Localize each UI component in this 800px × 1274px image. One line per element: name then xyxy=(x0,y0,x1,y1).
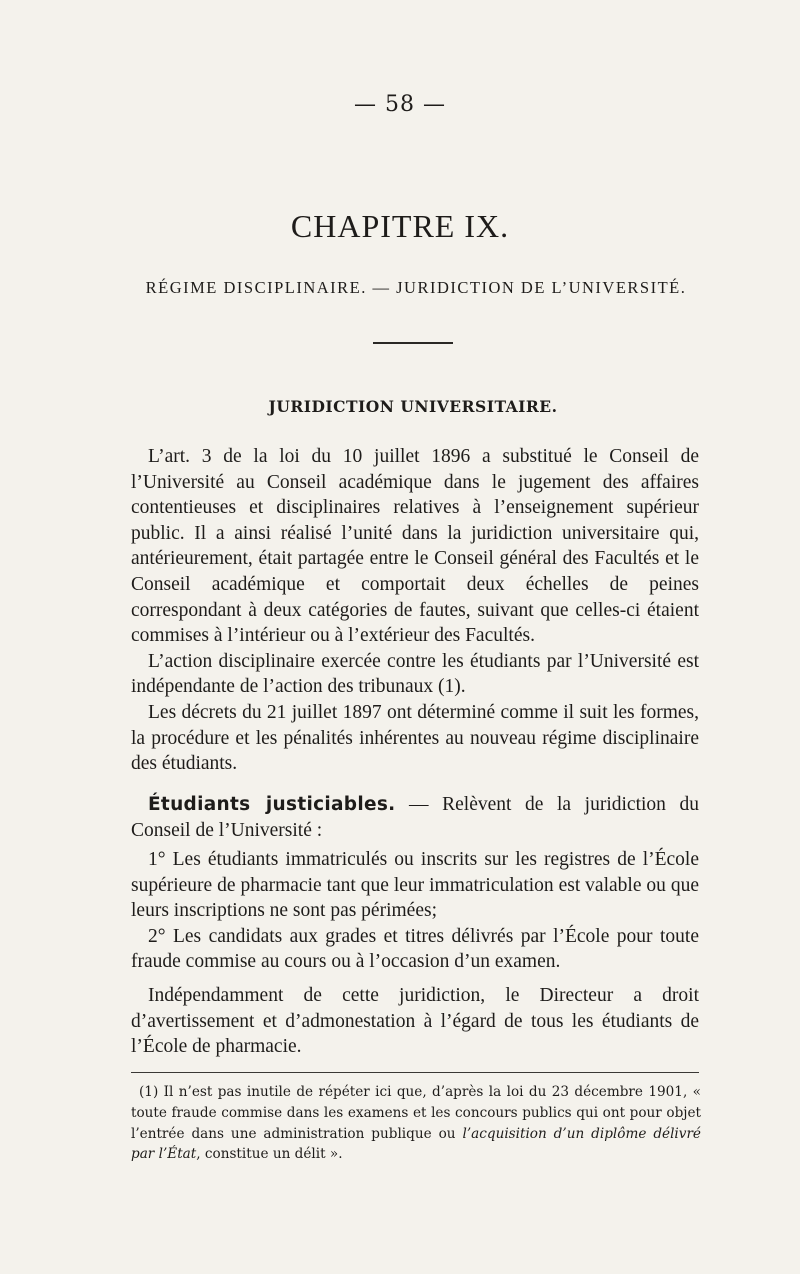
footnote-italic: l’acquisition d’un diplôme délivré par l’État xyxy=(131,1125,701,1163)
subsection-paragraph xyxy=(131,792,699,843)
footnote-paragraph xyxy=(131,1082,701,1165)
paragraph: L’art. 3 de la loi du 10 juillet 1896 a substitué le Conseil de l’Université au Conseil académique dans le jugement des affaires contentieuses et disciplinaires relatives à l’enseignement supérieur public. Il a ainsi réalisé l’unité dans la juridiction universitaire qui, antérieurement, était partagée entre le Conseil général des Facultés et le Conseil académique et comportait deux échelles de peines correspondant à deux catégories de fautes, suivant que celles-ci étaient commises à l’intérieur ou à l’extérieur des Facultés. xyxy=(131,446,699,647)
final-paragraph: Indépendamment de cette juridiction, le Directeur a droit d’avertissement et d’admonestation à l’égard de tous les étudiants de l’École de pharmacie. xyxy=(131,985,699,1058)
chapter-title: CHAPITRE IX. xyxy=(290,208,510,244)
intro-text xyxy=(131,444,699,777)
numbered-list xyxy=(131,847,699,975)
title-rule xyxy=(373,342,453,344)
section-title: JURIDICTION UNIVERSITAIRE. xyxy=(268,397,558,416)
subsection-text: — Relèvent de la juridiction du Conseil de l’Université : xyxy=(131,794,699,841)
footnote xyxy=(131,1082,701,1165)
footnote-text: (1) Il n’est pas inutile de répéter ici que, d’après la loi du 23 décembre 1901, « toute fraude commise dans les examens et les concours publics qui ont pour objet l’entrée dans une administration publique ou xyxy=(131,1084,701,1142)
footnote-rule xyxy=(131,1072,699,1073)
final-text xyxy=(131,983,699,1060)
list-item: 2° Les candidats aux grades et titres délivrés par l’École pour toute fraude commise au cours ou à l’occasion d’un examen. xyxy=(131,925,699,973)
subsection-heading: Étudiants justiciables. xyxy=(148,794,396,815)
list-item: 1° Les étudiants immatriculés ou inscrits sur les registres de l’École supérieure de pharmacie tant que leur immatriculation est valable ou que leurs inscriptions ne sont pas périmées; xyxy=(131,849,699,922)
page-number: — 58 — xyxy=(354,92,446,117)
paragraph: L’action disciplinaire exercée contre les étudiants par l’Université est indépendante de l’action des tribunaux (1). xyxy=(131,650,699,698)
chapter-subtitle: RÉGIME DISCIPLINAIRE. — JURIDICTION DE L’UNIVERSITÉ. xyxy=(145,278,687,297)
footnote-text-end: , constitue un délit ». xyxy=(196,1146,343,1163)
subsection xyxy=(131,792,699,843)
paragraph: Les décrets du 21 juillet 1897 ont déterminé comme il suit les formes, la procédure et les pénalités inhérentes au nouveau régime disciplinaire des étudiants. xyxy=(131,701,699,775)
